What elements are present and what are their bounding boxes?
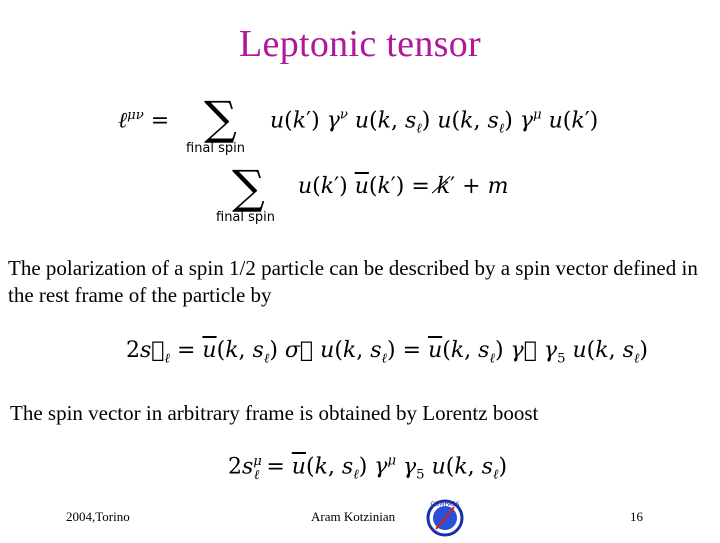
equation-covariant-spin: $2s^\mu_\ell = \overline{u}(k$, $s_\ell$) $\gamma^\mu$ $\gamma_5$ u(k, $s_\ell$) xyxy=(228,454,508,483)
equation-leptonic-tensor xyxy=(118,91,608,157)
equation-rhs: u(k′) $\overline{u}(k')$ = k̸′ + m xyxy=(298,174,509,199)
footer-location: 2004,Torino xyxy=(66,509,130,524)
sum-symbol: ∑ xyxy=(232,160,265,214)
equation-rhs: u(k′) $\gamma^\nu$ u(k, $s_\ell$) u(k, $s_\ell$) $\gamma^\mu$ u(k′) xyxy=(270,108,599,137)
equation-lhs: ℓ$^{\mu\nu}$ = xyxy=(118,108,170,134)
sum-label: final spin xyxy=(186,141,246,156)
sum-label: final spin xyxy=(216,210,276,225)
logo-text: COMPASS xyxy=(430,501,460,508)
equation-spin-sum xyxy=(212,160,512,226)
page-number: 16 xyxy=(630,509,643,524)
sum-symbol: ∑ xyxy=(204,91,237,145)
paragraph-lorentz-boost: The spin vector in arbitrary frame is obtained by Lorentz boost xyxy=(10,401,539,425)
compass-logo-icon xyxy=(425,494,465,538)
compass-logo xyxy=(425,494,465,538)
paragraph-polarization: The polarization of a spin 1/2 particle can be described by a spin vector defined in the rest frame of the particle by xyxy=(8,256,698,307)
equation-rest-frame-spin: $2s⃗_\ell = \overline{u}(k$, $s_\ell$) σ⃗ u(k, $s_\ell) = \overline{u}(k$, $s_\ell$) γ⃗ $\gamma_5$ u(k, $s_\ell$) xyxy=(126,338,648,367)
slide-title: Leptonic tensor xyxy=(239,23,481,65)
footer-author: Aram Kotzinian xyxy=(311,509,396,524)
